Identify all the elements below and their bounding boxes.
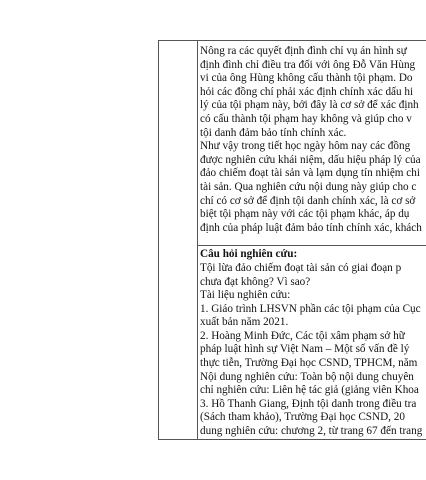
row-divider xyxy=(198,245,426,246)
paragraph-line: được nghiên cứu khái niệm, dấu hiệu pháp lý của xyxy=(200,153,421,166)
table-content-column xyxy=(198,41,426,439)
paragraph-line: xuất bản năm 2021. xyxy=(200,316,289,329)
paragraph-line: hỏi các đồng chí phải xác định chính xác dấu hi xyxy=(200,85,414,98)
paragraph-line: 2. Hoàng Minh Đức, Các tội xâm phạm sở hữ xyxy=(200,329,405,342)
paragraph-line: Nông ra các quyết định đình chỉ vụ án hình sự xyxy=(200,45,407,57)
paragraph-line: 1. Giáo trình LHSVN phần các tội phạm của Cục xyxy=(200,302,421,315)
paragraph-line: 3. Hồ Thanh Giang, Định tội danh trong điều tra xyxy=(200,397,417,410)
paragraph-line: chí có cơ sở để định tội danh chính xác, là cơ sở xyxy=(200,194,416,207)
paragraph-line: biệt tội phạm này với các tội phạm khác, áp dụ xyxy=(200,208,410,221)
top-section xyxy=(200,45,426,235)
paragraph-line: thực tiễn, Trường Đại học CSND, TPHCM, năm xyxy=(200,357,418,370)
paragraph-line: định đình chỉ điều tra đối với ông Đỗ Văn Hùng xyxy=(200,58,416,71)
paragraph-line: chỉ nghiên cứu: Liên hệ tác giả (giảng viên Khoa xyxy=(200,384,419,397)
paragraph-line: định của pháp luật đảm bảo tính chính xác, khách xyxy=(200,221,422,234)
paragraph-line: Tội lừa đảo chiếm đoạt tài sản có giai đoạn p xyxy=(200,261,402,274)
paragraph-line: tài sản. Qua nghiên cứu nội dung này giúp cho c xyxy=(200,180,417,193)
paragraph-line: pháp luật hình sự Việt Nam – Một số vấn đề lý xyxy=(200,343,410,356)
paragraph-line: tội danh đảm bảo tính chính xác. xyxy=(200,126,347,139)
paragraph-line: đảo chiếm đoạt tài sản và lạm dụng tín nhiệm chi xyxy=(200,167,420,180)
research-question-heading: Câu hỏi nghiên cứu: xyxy=(200,248,298,261)
table-left-column xyxy=(159,41,198,439)
paragraph-line: dung nghiên cứu: chương 2, từ trang 67 đến trang xyxy=(200,425,423,438)
paragraph-line: vi của ông Hùng không cấu thành tội phạm. Do xyxy=(200,72,413,85)
paragraph-line: (Sách tham khảo), Trường Đại học CSND, 20 xyxy=(200,411,405,424)
paragraph-line: Nội dung nghiên cứu: Toàn bộ nội dung chuyên xyxy=(200,370,414,383)
paragraph-line: Tài liệu nghiên cứu: xyxy=(200,289,291,302)
paragraph-line: chưa đạt không? Vì sao? xyxy=(200,275,311,288)
bottom-section xyxy=(200,248,426,438)
paragraph-line: lý của tội phạm này, bởi đây là cơ sở để xác định xyxy=(200,99,419,112)
content-table xyxy=(158,40,426,440)
paragraph-line: Như vậy trong tiết học ngày hôm nay các đồng xyxy=(200,140,411,153)
paragraph-line: có cấu thành tội phạm hay không và giúp cho v xyxy=(200,112,412,125)
